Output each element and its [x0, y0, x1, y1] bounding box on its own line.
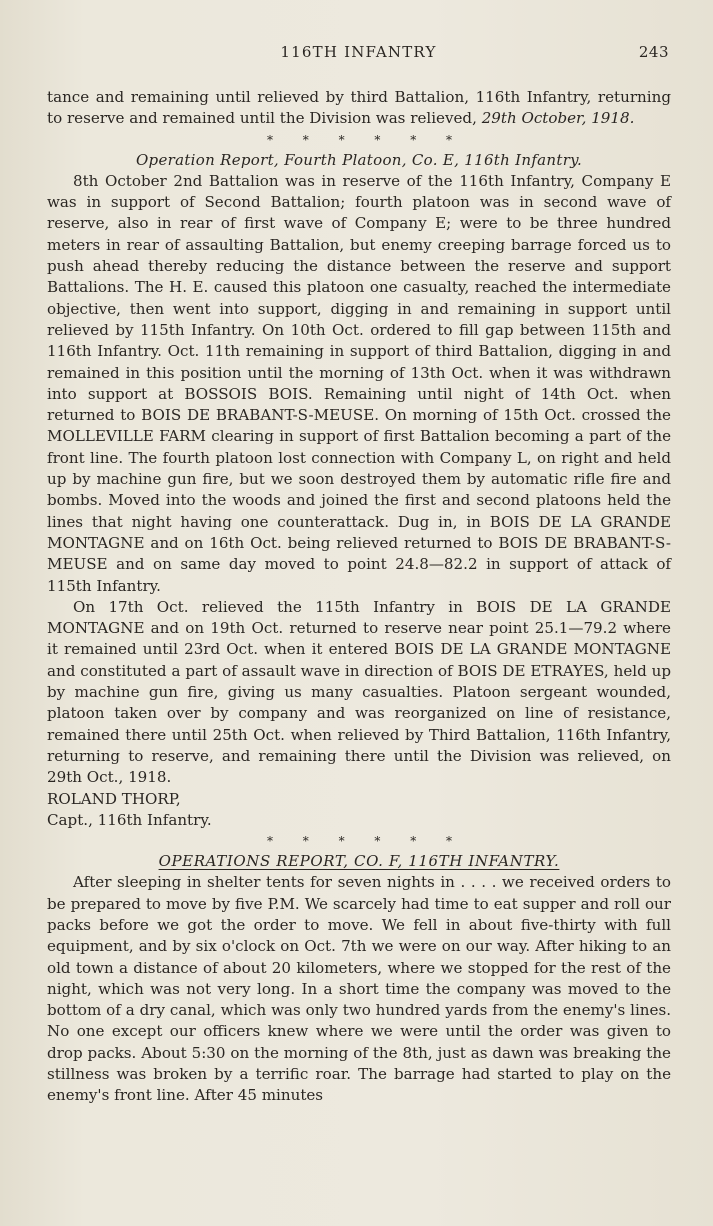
continuation-date: 29th October, 1918.: [481, 109, 635, 128]
signature-name: ROLAND THORP,: [47, 789, 181, 808]
signature-title: Capt., 116th Infantry.: [47, 810, 212, 829]
report2-heading: OPERATIONS REPORT, CO. F, 116TH INFANTRY.: [158, 852, 560, 871]
continuation-paragraph: [47, 87, 671, 130]
section-separator-2: * * * * * *: [266, 834, 466, 849]
running-title: 116TH INFANTRY: [280, 43, 437, 61]
running-head: [48, 43, 669, 67]
report1-paragraph-1: 8th October 2nd Battalion was in reserve of the 116th Infantry, Company E was in support of Second Battalion; fourth platoon was in second wave of reserve, also in rear of first wave of Company E; were to be three hundred meters in rear of assaulting Battalion, but enemy creeping barrage forced us to push ahead thereby reducing the distance between the reserve and support Battalions. The H. E. caused this platoon one casualty, reached the intermediate objective, then went into support, digging in and remaining in support until relieved by 115th Infantry. On 10th Oct. ordered to fill gap between 115th and 116th Infantry. Oct. 11th remaining in support of third Battalion, digging in and remained in this position until the morning of 13th Oct. when it was withdrawn into support at BOSSOIS BOIS. Remaining until night of 14th Oct. when returned to BOIS DE BRABANT-S-MEUSE. On morning of 15th Oct. crossed the MOLLEVILLE FARM clearing in support of first Battalion becoming a part of the front line. The fourth platoon lost connection with Company L, on right and held up by machine gun fire, but we soon destroyed them by automatic rifle fire and bombs. Moved into the woods and joined the first and second platoons held the lines that night having one counterattack. Dug in, in BOIS DE LA GRANDE MONTAGNE and on 16th Oct. being relieved returned to BOIS DE BRABANT-S-MEUSE and on same day moved to point 24.8—82.2 in support of attack of 115th Infantry.: [47, 171, 671, 595]
page-body: [47, 87, 671, 1107]
page-number: 243: [638, 43, 669, 61]
report2-paragraph-1: After sleeping in shelter tents for seven nights in . . . . we received orders to be prepared to move by five P.M. We scarcely had time to eat supper and roll our packs before we got the order to move. We fell in about five-thirty with full equipment, and by six o'clock on Oct. 7th we were on our way. After hiking to an old town a distance of about 20 kilometers, where we stopped for the rest of the night, which was not very long. In a short time the company was moved to the bottom of a dry canal, which was only two hundred yards from the enemy's lines. No one except our officers knew where we were until the order was given to drop packs. About 5:30 on the morning of the 8th, just as dawn was breaking the stillness was broken by a terrific roar. The barrage had started to play on the enemy's front line. After 45 minutes: [47, 873, 671, 1105]
report1-heading: Operation Report, Fourth Platoon, Co. E, 116th Infantry.: [135, 150, 583, 169]
continuation-text: tance and remaining until relieved by third Battalion, 116th Infantry, returning to reserve and remained until the Division was relieved,: [47, 88, 671, 128]
report1-paragraph-2: On 17th Oct. relieved the 115th Infantry in BOIS DE LA GRANDE MONTAGNE and on 19th Oct. returned to reserve near point 25.1—79.2 where it remained until 23rd Oct. when it entered BOIS DE LA GRANDE MONTAGNE and constituted a part of assault wave in direction of BOIS DE ETRAYES, held up by machine gun fire, giving us many casualties. Platoon sergeant wounded, platoon taken over by company and was reorganized on line of resistance, remained there until 25th Oct. when relieved by Third Battalion, 116th Infantry, returning to reserve, and remaining there until the Division was relieved, on 29th Oct., 1918.: [47, 597, 671, 787]
section-separator: * * * * * *: [266, 132, 466, 147]
